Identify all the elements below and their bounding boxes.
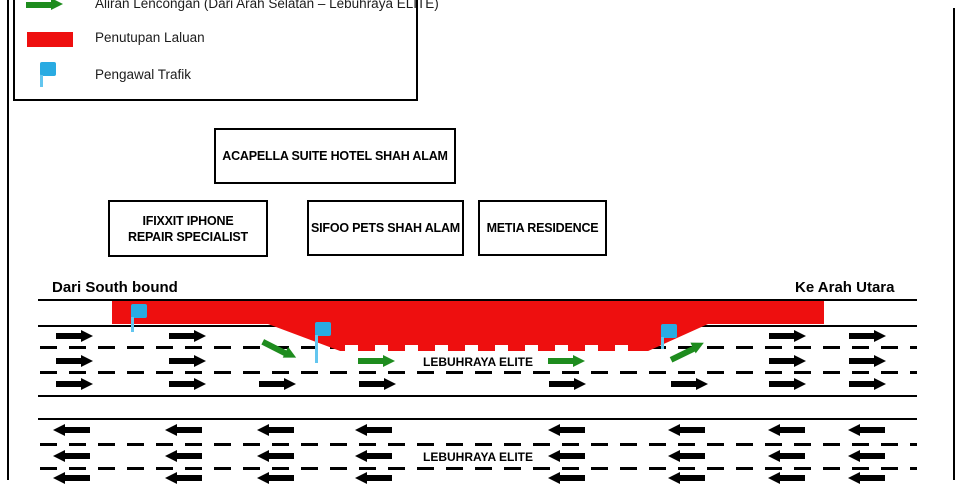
traffic-flow-arrow [53,450,91,463]
traffic-flow-arrow [768,355,806,368]
traffic-flow-arrow [768,450,806,463]
traffic-flow-arrow [168,355,206,368]
traffic-flow-arrow [165,450,203,463]
traffic-flow-arrow [768,330,806,343]
traffic-flow-arrow [53,424,91,437]
traffic-flow-arrow [165,424,203,437]
building-label: SIFOO PETS SHAH ALAM [310,221,460,235]
building-box-ifixxit [108,200,268,257]
traffic-flow-arrow [548,424,586,437]
traffic-flow-arrow [670,378,708,391]
building-label: IFIXXIT IPHONE REPAIR SPECIALIST [128,213,248,244]
direction-label-to-north: Ke Arah Utara [795,279,895,296]
traffic-flow-arrow [548,378,586,391]
traffic-flow-arrow [848,424,886,437]
diversion-arrow [259,335,299,364]
legend-item-diversion-label: Aliran Lencongan (Dari Arah Selatan – Lebuhraya ELITE) [95,0,439,11]
northbound-road-name: LEBUHRAYA ELITE [422,355,534,369]
traffic-flow-arrow [168,378,206,391]
traffic-flow-arrow [258,378,296,391]
legend-item-flag-label: Pengawal Trafik [95,67,192,82]
direction-label-from-south: Dari South bound [52,279,178,296]
traffic-flow-arrow [848,355,886,368]
diversion-arrow [667,337,707,365]
traffic-flow-arrow [848,450,886,463]
traffic-flow-arrow [848,330,886,343]
traffic-flow-arrow [165,472,203,485]
building-box-acapella [214,128,456,184]
traffic-flow-arrow [355,450,393,463]
traffic-flow-arrow [55,330,93,343]
traffic-flow-arrow [55,378,93,391]
traffic-flow-arrow [548,472,586,485]
road-closure-icon [27,32,73,47]
legend-item-closure-label: Penutupan Laluan [95,30,205,45]
traffic-flow-arrow [358,378,396,391]
traffic-flow-arrow [768,472,806,485]
traffic-flow-arrow [53,472,91,485]
traffic-flow-arrow [668,472,706,485]
traffic-flow-arrow [668,450,706,463]
building-box-metia [478,200,607,256]
traffic-flow-arrow [168,330,206,343]
traffic-flow-arrow [355,424,393,437]
building-label: ACAPELLA SUITE HOTEL SHAH ALAM [222,149,448,163]
building-label: METIA RESIDENCE [486,221,599,235]
traffic-flow-arrow [257,424,295,437]
traffic-flow-arrow [355,472,393,485]
traffic-flow-arrow [668,424,706,437]
traffic-flow-arrow [257,450,295,463]
traffic-flow-arrow [768,378,806,391]
traffic-flow-arrow [848,378,886,391]
legend-box [13,0,439,101]
diversion-arrow [357,355,395,368]
diversion-arrow-icon [25,0,63,11]
building-box-sifoo [307,200,464,256]
traffic-flow-arrow [848,472,886,485]
traffic-flow-arrow [257,472,295,485]
traffic-flow-arrow [55,355,93,368]
southbound-road-name: LEBUHRAYA ELITE [422,450,534,464]
traffic-flow-arrow [768,424,806,437]
